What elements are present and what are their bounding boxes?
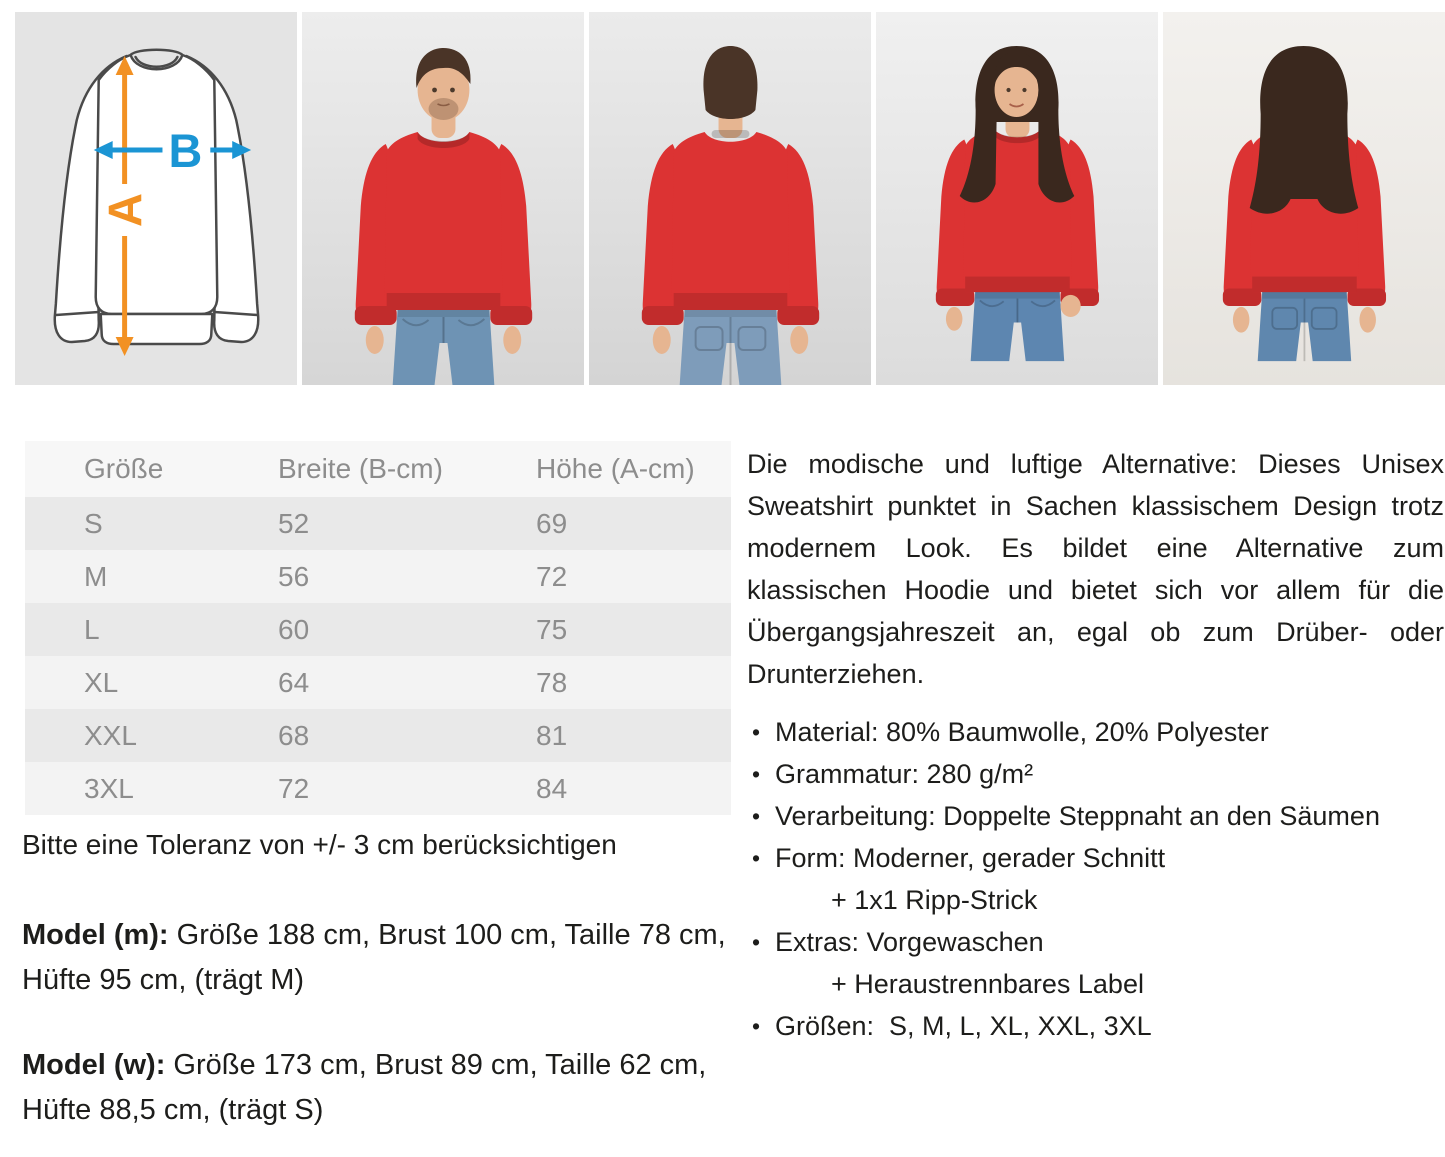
hand (790, 326, 808, 354)
size-table-cell: 56 (277, 550, 535, 603)
sweatshirt-torso (385, 132, 503, 308)
feature-text: • Größen: S, M, L, XL, XXL, 3XL (775, 1011, 1152, 1041)
feature-text: • Extras: Vorgewaschen (775, 927, 1044, 957)
sweatshirt-outline-drawing (55, 50, 258, 344)
size-table-cell: XXL (25, 709, 277, 762)
model-m-text: Größe 188 cm, Brust 100 cm, Taille 78 cm, Hüfte 95 cm, (trägt M) (22, 919, 726, 996)
size-table-cell: 81 (535, 709, 731, 762)
size-table-row (25, 603, 731, 656)
size-table (25, 441, 731, 815)
tolerance-note: Bitte eine Toleranz von +/- 3 cm berücksichtigen (22, 829, 617, 860)
size-table-cell: 72 (535, 550, 731, 603)
info-section (0, 441, 1445, 1133)
size-table-cell: 60 (277, 603, 535, 656)
size-table-cell: 72 (277, 762, 535, 815)
size-table-header-cell: Höhe (A-cm) (535, 441, 731, 497)
size-table-cell: 75 (535, 603, 731, 656)
size-table-cell: 68 (277, 709, 535, 762)
size-table-header-row (25, 441, 731, 497)
size-table-cell: S (25, 497, 277, 550)
hem-band (387, 293, 501, 310)
photo-female-front (876, 12, 1158, 385)
feature-list (747, 711, 1444, 1047)
label-b: B (168, 124, 203, 178)
feature-text: • Verarbeitung: Doppelte Steppnaht an den Säumen (775, 801, 1380, 831)
collar (712, 130, 750, 138)
model-photo-illustration (589, 12, 871, 385)
hem-band (674, 293, 788, 310)
feature-text: • Grammatur: 280 g/m² (775, 759, 1034, 789)
model-photo-illustration (1163, 12, 1445, 385)
feature-item (747, 753, 1444, 795)
beard (429, 98, 459, 120)
model-w-info (22, 1043, 734, 1133)
outfit (642, 130, 819, 385)
size-diagram (15, 12, 297, 385)
sweatshirt-torso (672, 132, 790, 308)
hand (653, 326, 671, 354)
size-table-row (25, 550, 731, 603)
photo-male-front (302, 12, 584, 385)
feature-text: • Form: Moderner, gerader Schnitt (775, 843, 1166, 873)
description-column (747, 441, 1444, 1047)
photo-female-back (1163, 12, 1445, 385)
model-m-label: Model (m): (22, 919, 169, 951)
size-table-cell: 78 (535, 656, 731, 709)
size-table-cell: 69 (535, 497, 731, 550)
hair (703, 46, 757, 119)
model-w-text: Größe 173 cm, Brust 89 cm, Taille 62 cm, Hüfte 88,5 cm, (trägt S) (22, 1049, 707, 1126)
model-photo-illustration (302, 12, 584, 385)
size-table-cell: L (25, 603, 277, 656)
label-a: A (99, 193, 152, 227)
feature-item (747, 711, 1444, 753)
size-table-header-cell: Breite (B-cm) (277, 441, 535, 497)
size-table-row (25, 709, 731, 762)
size-table-row (25, 762, 731, 815)
size-table-cell: M (25, 550, 277, 603)
hand (366, 326, 384, 354)
hand (1061, 295, 1081, 317)
size-table-cell: 84 (535, 762, 731, 815)
hand (946, 307, 963, 331)
feature-extra: + Heraustrennbares Label (831, 969, 1144, 999)
feature-item (747, 921, 1444, 1005)
size-table-cell: 64 (277, 656, 535, 709)
model-m-info (22, 913, 734, 1003)
size-table-cell: 52 (277, 497, 535, 550)
product-description: Die modische und luftige Alternative: Dieses Unisex Sweatshirt punktet in Sachen klassischem Design trotz modernem Look. Es bildet eine Alternative zum klassischen Hoodie und bietet sich vor allem für die Übergangsjahreszeit an, egal ob zum Drüber- oder Drunterziehen. (747, 449, 1444, 689)
feature-item (747, 1005, 1444, 1047)
size-table-cell: 3XL (25, 762, 277, 815)
hand (1359, 307, 1376, 333)
feature-item (747, 795, 1444, 837)
size-table-row (25, 656, 731, 709)
size-table-row (25, 497, 731, 550)
hair (1250, 46, 1359, 214)
size-table-cell: XL (25, 656, 277, 709)
hand (503, 326, 521, 354)
hand (1233, 307, 1250, 333)
model-w-label: Model (w): (22, 1049, 166, 1081)
size-diagram-panel (15, 12, 297, 385)
size-info-column (22, 441, 737, 1133)
hem-band (1252, 277, 1357, 293)
feature-extra: + 1x1 Ripp-Strick (831, 885, 1038, 915)
photo-male-back (589, 12, 871, 385)
feature-item (747, 837, 1444, 921)
product-detail-section (0, 12, 1445, 1133)
hem-band (965, 277, 1070, 293)
product-image-strip (15, 12, 1445, 385)
feature-text: • Material: 80% Baumwolle, 20% Polyester (775, 717, 1269, 747)
model-photo-illustration (876, 12, 1158, 385)
size-table-header-cell: Größe (25, 441, 277, 497)
